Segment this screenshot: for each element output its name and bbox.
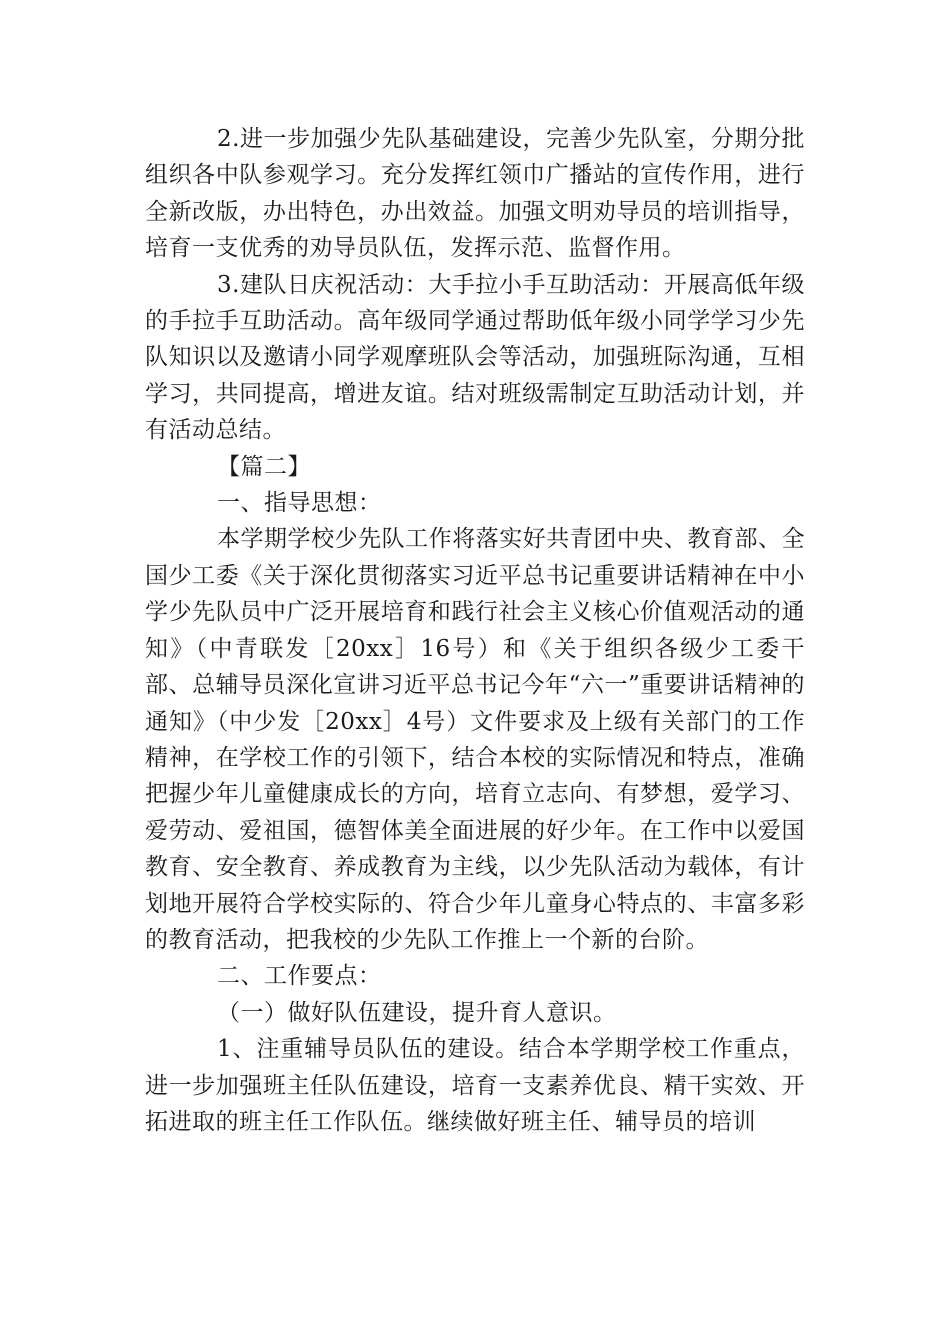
paragraph-counselor-team: 1、注重辅导员队伍的建设。结合本学期学校工作重点，进一步加强班主任队伍建设，培育一支素养优良、精干实效、开拓进取的班主任工作队伍。继续做好班主任、辅导员的培训	[145, 1036, 805, 1135]
paragraph-item-2: 2.进一步加强少先队基础建设，完善少先队室，分期分批组织各中队参观学习。充分发挥红领巾广播站的宣传作用，进行全新改版，办出特色，办出效益。加强文明劝导员的培训指导，培育一支优秀的劝导员队伍，发挥示范、监督作用。	[145, 126, 805, 262]
paragraph-guiding-ideology: 本学期学校少先队工作将落实好共青团中央、教育部、全国少工委《关于深化贯彻落实习近平总书记重要讲话精神在中小学少先队员中广泛开展培育和践行社会主义核心价值观活动的通知》（中青联发［20xx］16号）和《关于组织各级少工委干部、总辅导员深化宣讲习近平总书记今年“六一”重要讲话精神的通知》（中少发［20xx］4号）文件要求及上级有关部门的工作精神，在学校工作的引领下，结合本校的实际情况和特点，准确把握少年儿童健康成长的方向，培育立志向、有梦想，爱学习、爱劳动、爱祖国，德智体美全面进展的好少年。在工作中以爱国教育、安全教育、养成教育为主线，以少先队活动为载体，有计划地开展符合学校实际的、符合少年儿童身心特点的、丰富多彩的教育活动，把我校的少先队工作推上一个新的台阶。	[145, 526, 805, 953]
heading-guiding-ideology: 一、指导思想：	[217, 490, 382, 517]
paragraph-item-3: 3.建队日庆祝活动：大手拉小手互助活动：开展高低年级的手拉手互助活动。高年级同学通过帮助低年级小同学学习少先队知识以及邀请小同学观摩班队会等活动，加强班际沟通，互相学习，共同提高，增进友谊。结对班级需制定互助活动计划，并有活动总结。	[145, 271, 805, 444]
document-body	[145, 121, 805, 1140]
subheading-team-building: （一）做好队伍建设，提升育人意识。	[217, 999, 617, 1026]
heading-work-points: 二、工作要点：	[217, 963, 382, 990]
section-heading-part-two: 【篇二】	[217, 453, 311, 480]
